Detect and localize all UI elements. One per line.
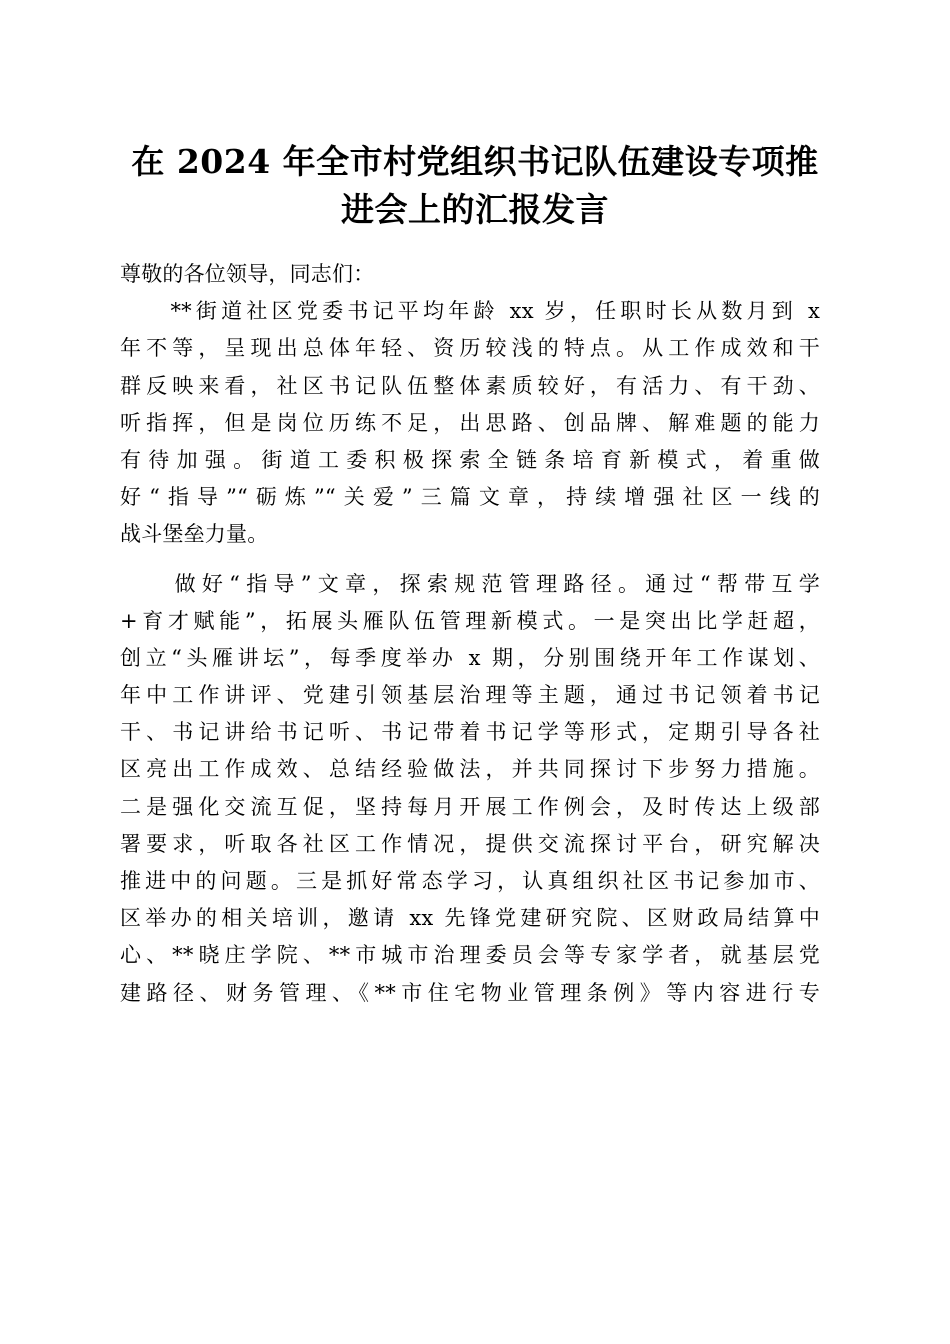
paragraph-line: 建路径、财务管理、《**市住宅物业管理条例》等内容进行专 — [120, 980, 820, 1005]
paragraph-line: **街道社区党委书记平均年龄 xx 岁，任职时长从数月到 x — [120, 299, 820, 324]
salutation: 尊敬的各位领导，同志们： — [120, 262, 375, 286]
paragraph-line: 推进中的问题。三是抓好常态学习，认真组织社区书记参加市、 — [120, 869, 820, 893]
paragraph-line: +育才赋能”，拓展头雁队伍管理新模式。一是突出比学赶超， — [120, 608, 820, 633]
paragraph-line: 战斗堡垒力量。 — [120, 522, 269, 547]
paragraph-1 — [120, 293, 820, 553]
paragraph-line: 区亮出工作成效、总结经验做法，并共同探讨下步努力措施。 — [120, 757, 820, 782]
paragraph-gap — [120, 554, 820, 566]
paragraph-line: 创立“头雁讲坛”，每季度举办 x 期，分别围绕开年工作谋划、 — [120, 645, 820, 670]
paragraph-line: 署要求，听取各社区工作情况，提供交流探讨平台，研究解决 — [120, 831, 820, 856]
paragraph-line: 做好“指导”文章，探索规范管理路径。通过“帮带互学 — [120, 571, 820, 596]
paragraph-line: 二是强化交流互促，坚持每月开展工作例会，及时传达上级部 — [120, 794, 820, 819]
paragraph-line: 群反映来看，社区书记队伍整体素质较好，有活力、有干劲、 — [120, 373, 820, 398]
paragraph-line: 年不等，呈现出总体年轻、资历较浅的特点。从工作成效和干 — [120, 336, 820, 361]
paragraph-line: 心、**晓庄学院、**市城市治理委员会等专家学者，就基层党 — [120, 943, 820, 968]
document-title — [100, 138, 850, 234]
paragraph-2 — [120, 566, 820, 1012]
title-line-2: 进会上的汇报发言 — [341, 190, 609, 229]
paragraph-line: 区举办的相关培训，邀请 xx 先锋党建研究院、区财政局结算中 — [120, 906, 820, 931]
paragraph-line: 好“指导”“砺炼”“关爱”三篇文章，持续增强社区一线的 — [120, 485, 820, 510]
paragraph-line: 听指挥，但是岗位历练不足，出思路、创品牌、解难题的能力 — [120, 410, 820, 435]
title-line-1: 在 2024 年全市村党组织书记队伍建设专项推 — [131, 142, 819, 181]
paragraph-line: 年中工作讲评、党建引领基层治理等主题，通过书记领着书记 — [120, 683, 820, 708]
paragraph-line: 有待加强。街道工委积极探索全链条培育新模式，着重做 — [120, 447, 820, 472]
document-body — [120, 256, 820, 1012]
paragraph-line: 干、书记讲给书记听、书记带着书记学等形式，定期引导各社 — [120, 720, 820, 745]
